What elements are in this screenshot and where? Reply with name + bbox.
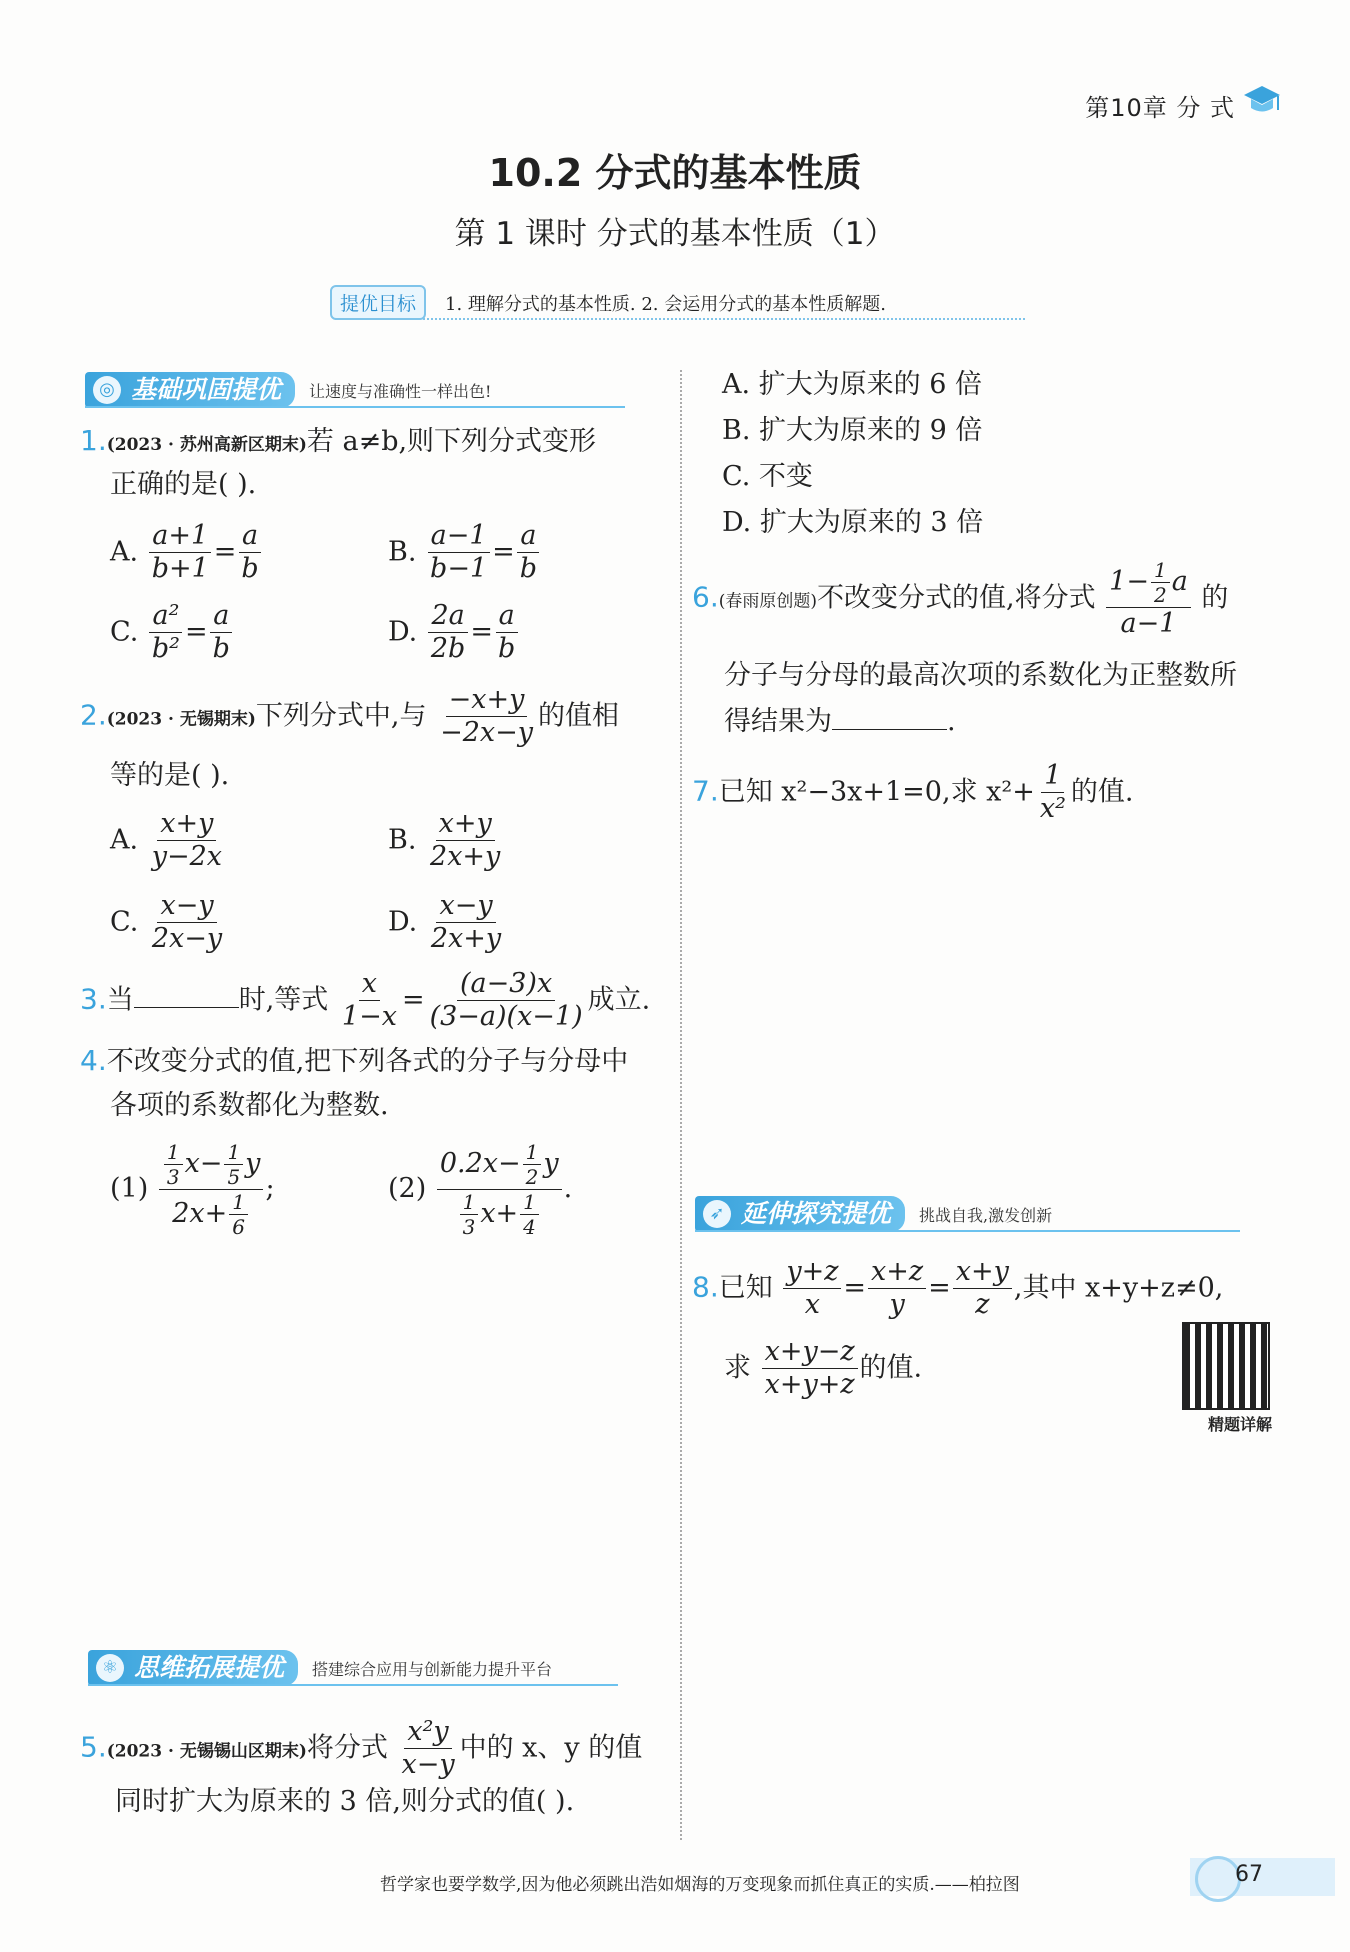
question-8: 8.已知 $\frac{y+z}{x}$ = $\frac{x+z}{y}$ = $\frac{x+y}{z}$ ,其中 x+y+z≠0, [692, 1256, 1224, 1321]
section-thinking-title: 思维拓展提优 [134, 1653, 285, 1682]
section-rule [88, 1684, 618, 1686]
graduation-cap-icon [1242, 84, 1282, 118]
q4-part-2: (2) 0.2x− $\frac{1}{2}$ y $\frac{1}{3}$ x+ $\frac{1}{4}$ . [388, 1140, 573, 1239]
goals-badge: 提优目标 [330, 285, 426, 320]
question-1-line2: 正确的是( ). [110, 469, 257, 500]
question-6: 6.(春雨原创题)不改变分式的值,将分式 1− $\frac{1}{2}$ a a−1 的 [692, 558, 1229, 639]
question-5: 5.(2023 · 无锡锡山区期末)将分式 $\frac{\text{x²y}}{x-y}$ 中的 x、y 的值 [80, 1716, 643, 1781]
section-rule [695, 1230, 1240, 1232]
q5-option-d: D. 扩大为原来的 3 倍 [722, 507, 984, 538]
q1-option-d: D. $\frac{2a}{2b}$ = $\frac{a}{b}$ [388, 600, 520, 666]
q5-option-b: B. 扩大为原来的 9 倍 [722, 415, 983, 446]
question-3: 3.当 时,等式 $\frac{x}{1-x}$ = $\frac{(a-3)x}{(3-a)(x-1)}$ 成立. [80, 968, 651, 1033]
question-1: 1.(2023 · 苏州高新区期末)若 a≠b,则下列分式变形 [80, 424, 597, 457]
section-thinking-banner [88, 1650, 552, 1686]
q4-part-1: (1) $\frac{1}{3}$ x− $\frac{1}{5}$ y 2x+ $\frac{1}{6}$ ; [110, 1140, 275, 1239]
question-4: 4.不改变分式的值,把下列各式的分子与分母中 [80, 1044, 629, 1077]
q2-option-d: D. $\frac{x-y}{2x+y}$ [388, 890, 502, 955]
q2-option-a: A. $\frac{x+y}{y-2x}$ [110, 808, 222, 873]
target-icon: ◎ [93, 376, 121, 404]
question-7: 7.已知 x²−3x+1=0,求 x²+ $\frac{1}{\text{x²}}$ 的值. [692, 760, 1134, 825]
qr-code[interactable] [1182, 1322, 1270, 1410]
page-number: 67 [1235, 1862, 1263, 1887]
question-8-line2: 求 $\frac{x+y-z}{x+y+z}$ 的值. [724, 1336, 923, 1401]
q2-option-c: C. $\frac{x-y}{2x-y}$ [110, 890, 223, 955]
section-extend-title: 延伸探究提优 [741, 1199, 892, 1228]
question-2: 2.(2023 · 无锡期末)下列分式中,与 $\frac{-x+y}{-2x-y}$ 的值相 [80, 684, 619, 749]
question-4-line2: 各项的系数都化为整数. [110, 1090, 389, 1121]
column-divider [680, 370, 682, 1840]
section-thinking-tag: 搭建综合应用与创新能力提升平台 [312, 1659, 553, 1679]
q2-option-b: B. $\frac{x+y}{2x+y}$ [388, 808, 501, 873]
lesson-subtitle: 第 1 课时 分式的基本性质（1） [454, 216, 896, 252]
section-basic-tag: 让速度与准确性一样出色! [309, 381, 492, 401]
answer-blank[interactable] [832, 729, 947, 730]
question-6-line3: 得结果为 . [724, 706, 956, 737]
question-2-line2: 等的是( ). [110, 760, 230, 791]
footer-quote: 哲学家也要学数学,因为他必须跳出浩如烟海的万变现象而抓住真正的实质.——柏拉图 [380, 1875, 1020, 1895]
atom-icon: ⚛ [96, 1654, 124, 1682]
section-basic-title: 基础巩固提优 [131, 375, 282, 404]
chapter-header: 第10章 分 式 [1085, 94, 1235, 122]
question-6-line2: 分子与分母的最高次项的系数化为正整数所 [724, 660, 1237, 691]
question-5-line2: 同时扩大为原来的 3 倍,则分式的值( ). [115, 1786, 575, 1817]
section-basic-banner [85, 372, 491, 408]
qr-code-label: 精题详解 [1207, 1415, 1272, 1434]
answer-blank[interactable] [134, 1007, 239, 1008]
q1-option-a: A. $\frac{a+1}{b+1}$ = $\frac{a}{b}$ [110, 520, 264, 586]
q1-option-c: C. $\frac{\text{a²}}{\text{b²}}$ = $\frac{a}{b}$ [110, 600, 235, 666]
section-extend-tag: 挑战自我,激发创新 [919, 1205, 1053, 1225]
q5-option-c: C. 不变 [722, 461, 813, 492]
page-title: 10.2 分式的基本性质 [488, 151, 862, 195]
q5-option-a: A. 扩大为原来的 6 倍 [722, 369, 983, 400]
goals-text: 1. 理解分式的基本性质. 2. 会运用分式的基本性质解题. [445, 294, 886, 315]
section-rule [85, 406, 625, 408]
goals-underline [335, 318, 1025, 320]
rocket-icon: ➶ [703, 1200, 731, 1228]
section-extend-banner [695, 1196, 1052, 1232]
q1-option-b: B. $\frac{a-1}{b-1}$ = $\frac{a}{b}$ [388, 520, 542, 586]
